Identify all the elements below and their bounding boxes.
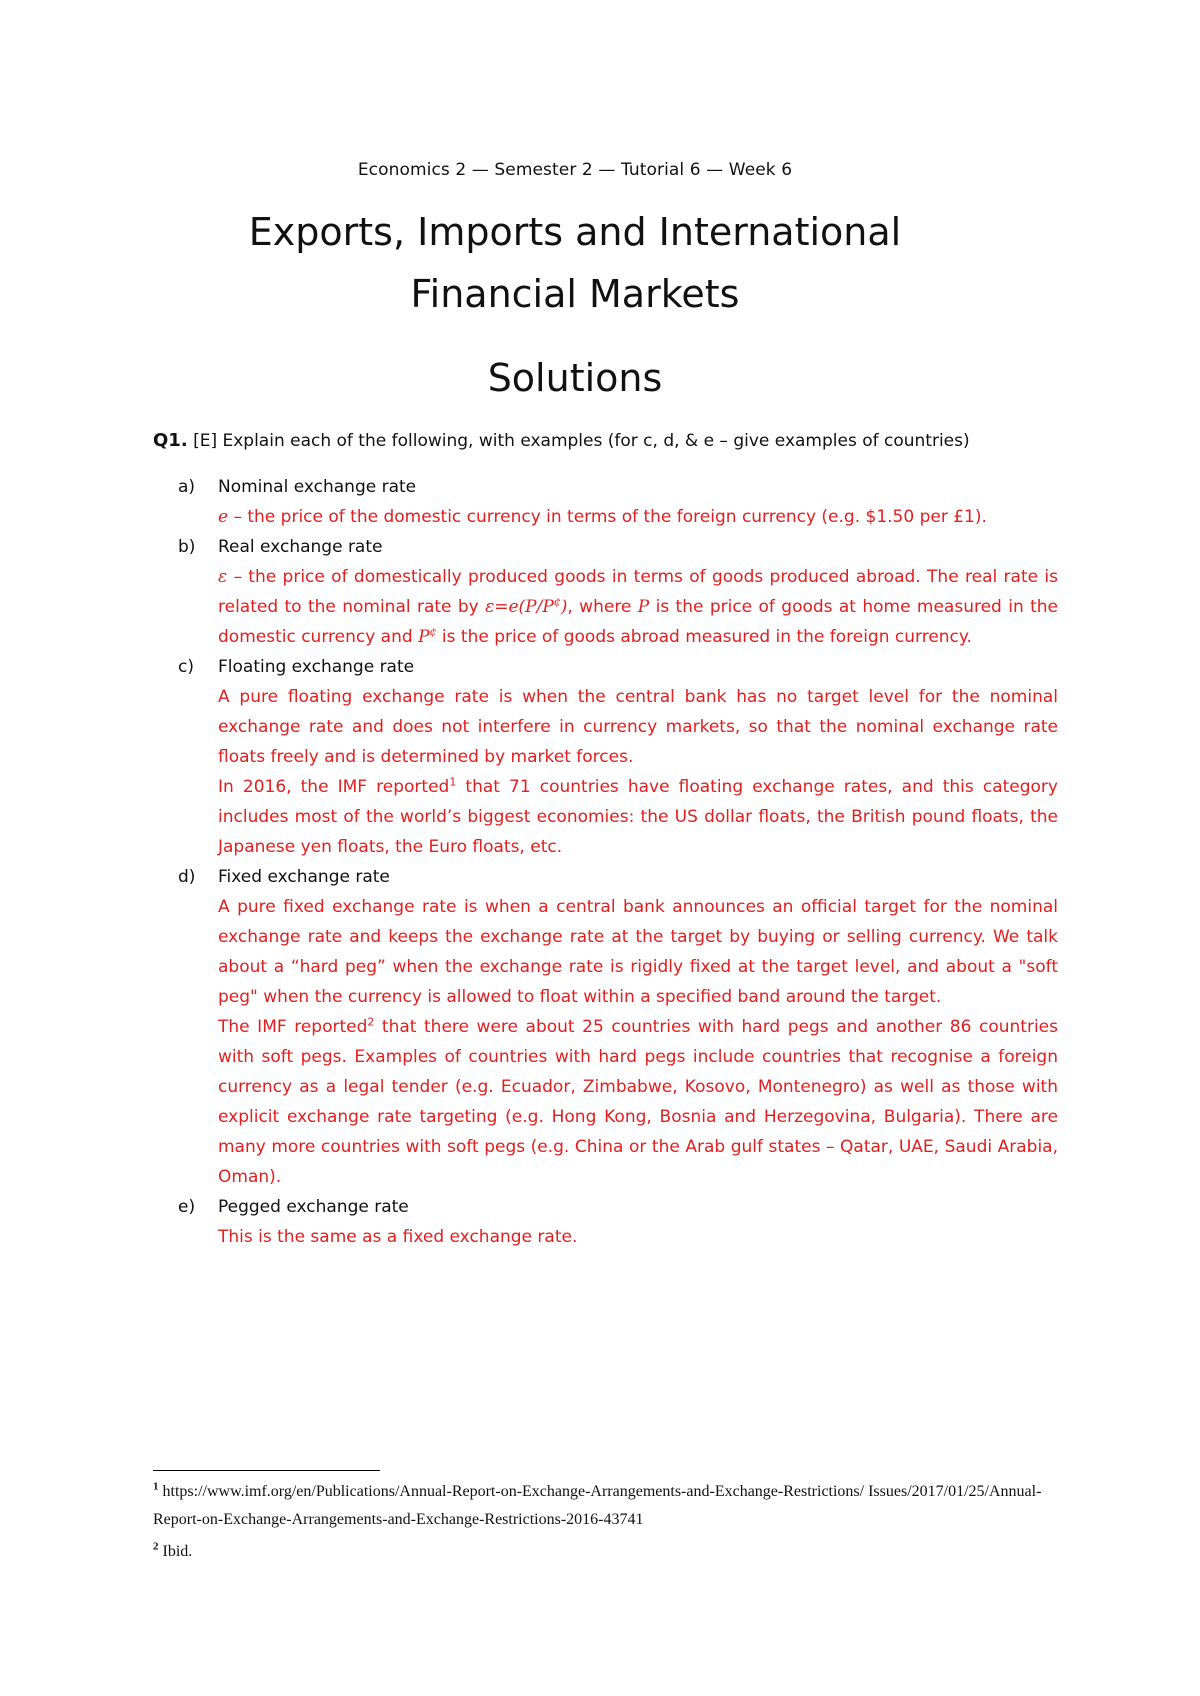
item-a-label: Nominal exchange rate	[218, 477, 417, 497]
question-1	[153, 430, 970, 451]
footnote-ref-2[interactable]: 2	[367, 1015, 375, 1029]
question-1-items	[153, 472, 1058, 1252]
question-1-text: [E] Explain each of the following, with examples (for c, d, & e – give examples of countries)	[187, 431, 970, 451]
item-d-answer-1: A pure fixed exchange rate is when a central bank announces an official target for the nominal exchange rate and keeps the exchange rate at the target by buying or selling currency. We talk about a “hard peg” when the exchange rate is rigidly fixed at the target level, and about a "soft peg" when the currency is allowed to float within a specified band around the target.	[218, 897, 1058, 1007]
item-a-answer: e – the price of the domestic currency in terms of the foreign currency (e.g. $1.50 per £1).	[218, 507, 987, 527]
item-a	[153, 472, 1058, 532]
item-d-label: Fixed exchange rate	[218, 867, 390, 887]
footnote-2	[153, 1538, 1083, 1566]
real-rate-formula: ε=e(P/P¢)	[485, 595, 568, 617]
real-rate-symbol: ε	[218, 567, 228, 587]
item-c	[153, 652, 1058, 862]
title-line-1: Exports, Imports and International	[248, 210, 902, 254]
item-d-letter: d)	[178, 867, 196, 887]
item-a-letter: a)	[178, 477, 196, 497]
item-d-answer-2: The IMF reported$^2$ that there were about 25 countries with hard pegs and another 86 countries with soft pegs. Examples of countries with hard pegs include countries that recognise a foreign currency as a legal tender (e.g. Ecuador, Zimbabwe, Kosovo, Montenegro) as well as those with explicit exchange rate targeting (e.g. Hong Kong, Bosnia and Herzegovina, Bulgaria). There are many more countries with soft pegs (e.g. China or the Arab gulf states – Qatar, UAE, Saudi Arabia, Oman).	[218, 1015, 1058, 1187]
footnote-2-number: 2	[153, 1540, 159, 1553]
item-c-label: Floating exchange rate	[218, 657, 415, 677]
item-e-answer: This is the same as a fixed exchange rate.	[218, 1227, 578, 1247]
title-solutions: Solutions	[487, 356, 663, 400]
item-c-answer-2: In 2016, the IMF reported$^1$ that 71 countries have floating exchange rates, and this category includes most of the world’s biggest economies: the US dollar floats, the British pound floats, the Japanese yen floats, the Euro floats, etc.	[218, 775, 1058, 857]
item-b	[153, 532, 1058, 652]
item-c-letter: c)	[178, 657, 194, 677]
item-b-letter: b)	[178, 537, 196, 557]
footnote-1-link[interactable]: https://www.imf.org/en/Publications/Annual-Report-on-Exchange-Arrangements-and-Exchange-Restrictions/ Issues/2017/01/25/Annual-Report-on-Exchange-Arrangements-and-Exchange-Restrictions-2016-43741	[153, 1483, 1042, 1528]
question-1-label: Q1.	[153, 430, 188, 451]
item-e	[153, 1192, 1058, 1252]
item-e-label: Pegged exchange rate	[218, 1197, 409, 1217]
item-c-answer-1: A pure floating exchange rate is when the central bank has no target level for the nominal exchange rate and does not interfere in currency markets, so that the nominal exchange rate floats freely and is determined by market forces.	[218, 687, 1058, 767]
course-header: Economics 2 — Semester 2 — Tutorial 6 — Week 6	[357, 160, 793, 180]
footnote-ref-1[interactable]: 1	[449, 775, 457, 789]
footnote-2-text: Ibid.	[158, 1543, 193, 1560]
nominal-rate-symbol: e	[218, 507, 229, 527]
item-b-answer: ε – the price of domestically produced goods in terms of goods produced abroad. The real rate is related to the nominal rate by ε=e(P/P¢), where P is the price of goods at home measured in the domestic currency and P¢ is the price of goods abroad measured in the foreign currency.	[218, 567, 1058, 647]
footnote-separator	[153, 1470, 380, 1471]
footnote-1	[153, 1478, 1083, 1534]
item-e-letter: e)	[178, 1197, 196, 1217]
item-b-label: Real exchange rate	[218, 537, 383, 557]
item-d	[153, 862, 1058, 1192]
title-line-2: Financial Markets	[410, 272, 740, 316]
footnote-1-number: 1	[153, 1480, 159, 1493]
